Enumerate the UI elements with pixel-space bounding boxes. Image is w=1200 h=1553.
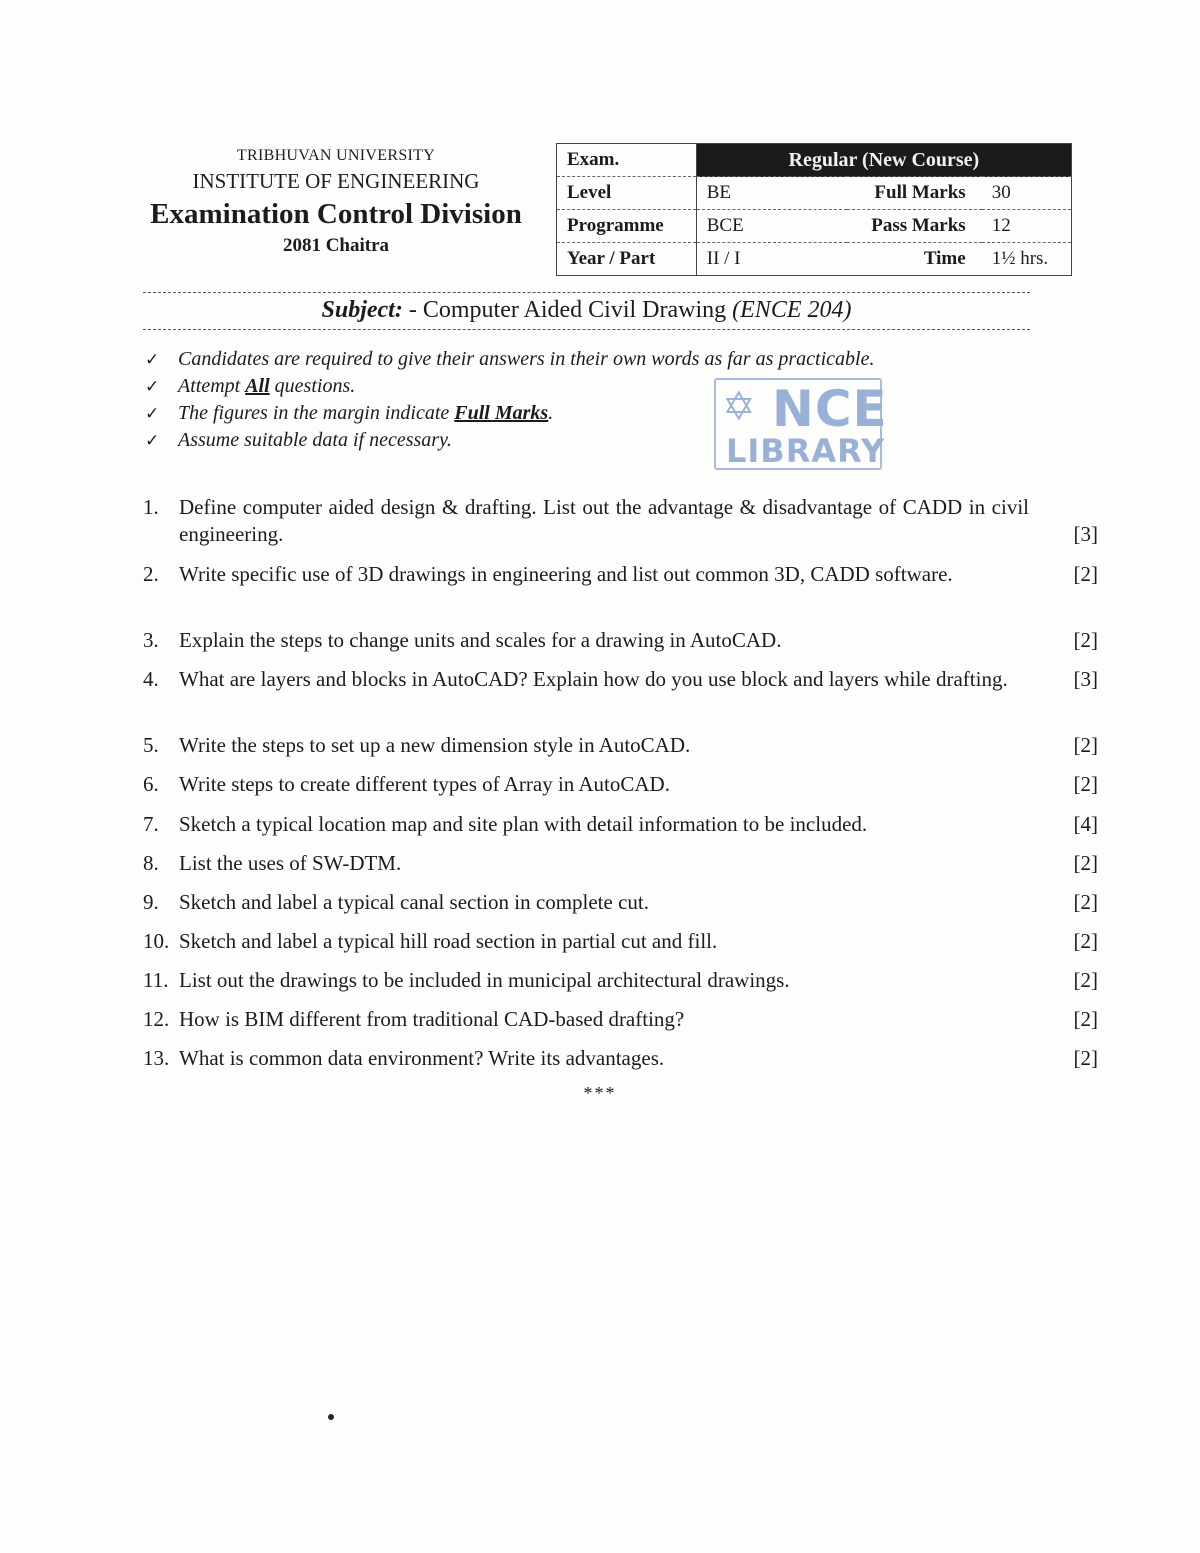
instruction-text: Assume suitable data if necessary. [178, 429, 452, 451]
question-number: 2. [143, 562, 159, 586]
instruction-item [145, 346, 1025, 373]
time-value: 1½ hrs. [991, 248, 1049, 269]
question-item [143, 928, 1098, 955]
subject-line [143, 297, 1030, 324]
question-item [143, 850, 1098, 877]
question-marks: [3] [1073, 522, 1098, 546]
full-marks-label: Full Marks [847, 177, 982, 210]
pass-marks-value: 12 [982, 210, 1072, 243]
instruction-item [145, 373, 1025, 400]
question-item [143, 561, 1098, 588]
check-icon: ✓ [145, 350, 160, 370]
question-text: List the uses of SW-DTM. [179, 851, 402, 875]
question-number: 5. [143, 733, 159, 757]
question-text: Sketch a typical location map and site plan with detail information to be included. [179, 812, 868, 836]
question-marks: [2] [1073, 772, 1098, 796]
scan-speck [328, 1414, 334, 1420]
question-text: What are layers and blocks in AutoCAD? Explain how do you use block and layers while drafting. [179, 667, 1008, 691]
question-item [143, 771, 1098, 798]
question-marks: [2] [1073, 733, 1098, 757]
question-text: Write steps to create different types of Array in AutoCAD. [179, 772, 670, 796]
library-stamp [714, 378, 888, 470]
programme-value: BCE [696, 210, 846, 243]
question-text: Write the steps to set up a new dimension style in AutoCAD. [179, 733, 691, 757]
question-number: 12. [143, 1007, 170, 1031]
question-item [143, 1045, 1098, 1072]
level-value: BE [696, 177, 846, 210]
programme-label: Programme [557, 210, 697, 243]
star-of-david-icon: ✡ [722, 384, 756, 430]
instruction-text: The figures in the margin indicate [178, 402, 455, 424]
instruction-emphasis: All [245, 375, 270, 397]
year-part-value: II / I [706, 248, 741, 269]
question-item [143, 666, 1098, 693]
question-item [143, 889, 1098, 916]
exam-type: Regular (New Course) [696, 144, 1071, 177]
question-number: 8. [143, 851, 159, 875]
question-number: 4. [143, 667, 159, 691]
check-icon: ✓ [145, 377, 160, 397]
header-institution [130, 145, 542, 257]
subject-code: (ENCE 204) [732, 297, 852, 323]
question-item [143, 1006, 1098, 1033]
question-number: 11. [143, 968, 169, 992]
exam-session: 2081 Chaitra [282, 235, 390, 256]
question-marks: [2] [1073, 968, 1098, 992]
time-label: Time [923, 248, 966, 269]
question-number: 10. [143, 929, 170, 953]
question-marks: [2] [1073, 628, 1098, 652]
question-text: Define computer aided design & drafting. List out the advantage & disadvantage of CADD in civil engineering. [179, 495, 1029, 546]
question-number: 9. [143, 890, 159, 914]
level-label: Level [557, 177, 697, 210]
instruction-item [145, 400, 1025, 427]
instruction-item [145, 427, 1025, 454]
question-item [143, 967, 1098, 994]
check-icon: ✓ [145, 404, 160, 424]
question-marks: [2] [1073, 562, 1098, 586]
question-marks: [2] [1073, 929, 1098, 953]
instructions-list [145, 346, 1025, 454]
university-name: TRIBHUVAN UNIVERSITY [236, 147, 436, 164]
division-title: Examination Control Division [150, 198, 522, 230]
question-number: 6. [143, 772, 159, 796]
divider-bottom [143, 329, 1030, 330]
question-marks: [2] [1073, 1007, 1098, 1031]
question-item [143, 732, 1098, 759]
question-marks: [4] [1073, 812, 1098, 836]
question-item [143, 494, 1098, 548]
question-marks: [2] [1073, 890, 1098, 914]
question-item [143, 627, 1098, 654]
full-marks-value: 30 [982, 177, 1072, 210]
instruction-emphasis: Full Marks [454, 402, 549, 424]
instruction-text: Candidates are required to give their answers in their own words as far as practicable. [178, 348, 875, 370]
subject-separator: - [402, 297, 423, 323]
institute-name: INSTITUTE OF ENGINEERING [192, 169, 480, 193]
question-text: Sketch and label a typical hill road section in partial cut and fill. [179, 929, 718, 953]
instruction-text: questions. [269, 375, 356, 397]
question-marks: [3] [1073, 667, 1098, 691]
question-text: How is BIM different from traditional CAD-based drafting? [179, 1007, 685, 1031]
subject-label: Subject: [321, 297, 403, 323]
question-text: Explain the steps to change units and scales for a drawing in AutoCAD. [179, 628, 782, 652]
question-text: Sketch and label a typical canal section in complete cut. [179, 890, 649, 914]
check-icon: ✓ [145, 431, 160, 451]
stamp-text-nce: NCE [772, 380, 888, 438]
instruction-text: . [548, 402, 554, 424]
subject-name: Computer Aided Civil Drawing [422, 297, 733, 323]
question-number: 1. [143, 495, 159, 519]
question-item [143, 811, 1098, 838]
question-text: List out the drawings to be included in municipal architectural drawings. [179, 968, 790, 992]
stamp-text-library: LIBRARY [726, 432, 886, 470]
end-of-paper-mark: *** [583, 1083, 617, 1103]
question-text: What is common data environment? Write its advantages. [179, 1046, 665, 1070]
question-text: Write specific use of 3D drawings in engineering and list out common 3D, CADD software. [179, 562, 953, 586]
exam-info-table [556, 143, 1072, 276]
year-part-label: Year / Part [557, 243, 697, 276]
question-number: 3. [143, 628, 159, 652]
instruction-text: Attempt [178, 375, 246, 397]
question-number: 13. [143, 1046, 170, 1070]
pass-marks-label: Pass Marks [847, 210, 982, 243]
question-number: 7. [143, 812, 159, 836]
question-marks: [2] [1073, 1046, 1098, 1070]
divider-top [143, 292, 1030, 293]
question-marks: [2] [1073, 851, 1098, 875]
exam-label: Exam. [557, 144, 697, 177]
